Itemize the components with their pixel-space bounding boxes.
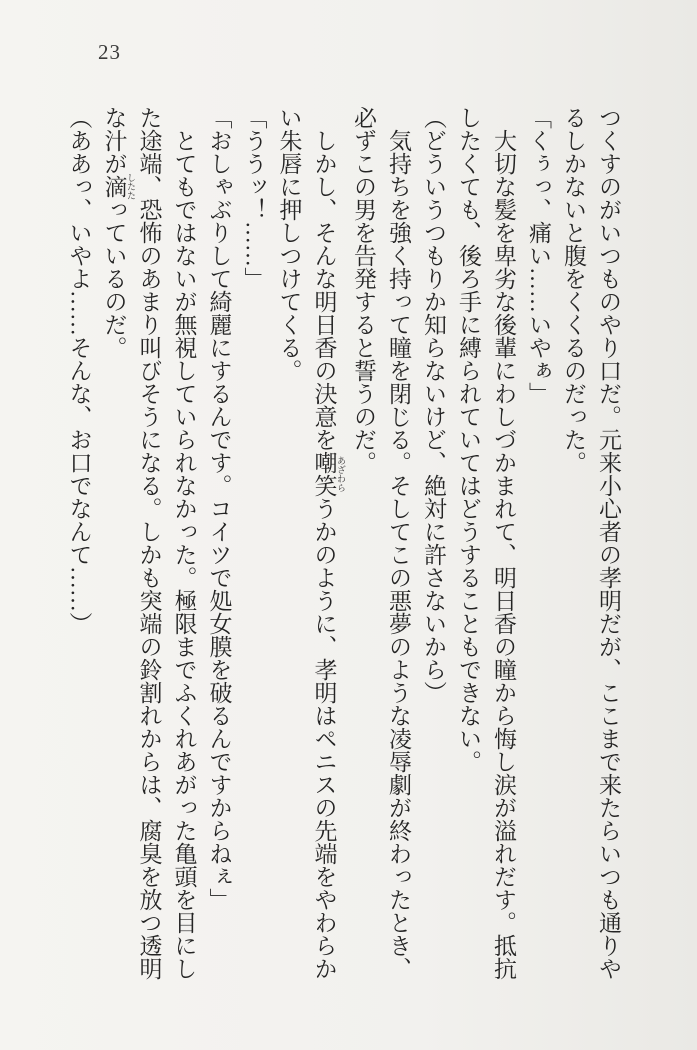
ruby-annotated-word: 滴 したた	[101, 173, 136, 200]
paragraph: 大切な髪を卑劣な後輩にわしづかまれて、明日香の瞳から悔し涙が溢れだす。抵抗したくても、後ろ手に縛られていてはどうすることもできない。	[456, 106, 516, 980]
paragraph: つくすのがいつものやり口だ。元来小心者の孝明だが、ここまで来たらいつも通りやるしかないと腹をくくるのだった。	[561, 106, 621, 980]
paragraph: 気持ちを強く持って瞳を閉じる。そしてこの悪夢のような凌辱劇が終わったとき、必ずこの男を告発すると誓うのだ。	[351, 106, 411, 980]
ruby-annotated-word: 嘲笑 あざわら	[311, 451, 346, 497]
paragraph: しかし、そんな明日香の決意を嘲笑 あざわらうかのように、孝明はペニスの先端をやわらかい朱唇に押しつけてくる。	[276, 106, 346, 980]
paragraph: （ああっ、いやよ……そんな、お口でなんて……）	[66, 106, 92, 635]
page-number: 23	[98, 40, 121, 64]
paragraph: 「くぅっ、痛い……いやぁ」	[526, 106, 551, 405]
paragraph: 「ううッ！……」	[241, 106, 267, 290]
paragraph: 「おしゃぶりして綺麗にするんです。コイツで処女膜を破るんですからねぇ」	[206, 106, 232, 911]
paragraph: （どういうつもりか知らないけど、絶対に許さないから）	[421, 106, 446, 704]
paragraph: とてもではないが無視していられなかった。極限までふくれあがった亀頭を目にした途端、恐怖のあまり叫びそうになる。しかも突端の鈴割れからは、腐臭を放つ透明な汁が滴 したたっているのだ。	[101, 106, 197, 980]
body-text	[62, 106, 627, 984]
